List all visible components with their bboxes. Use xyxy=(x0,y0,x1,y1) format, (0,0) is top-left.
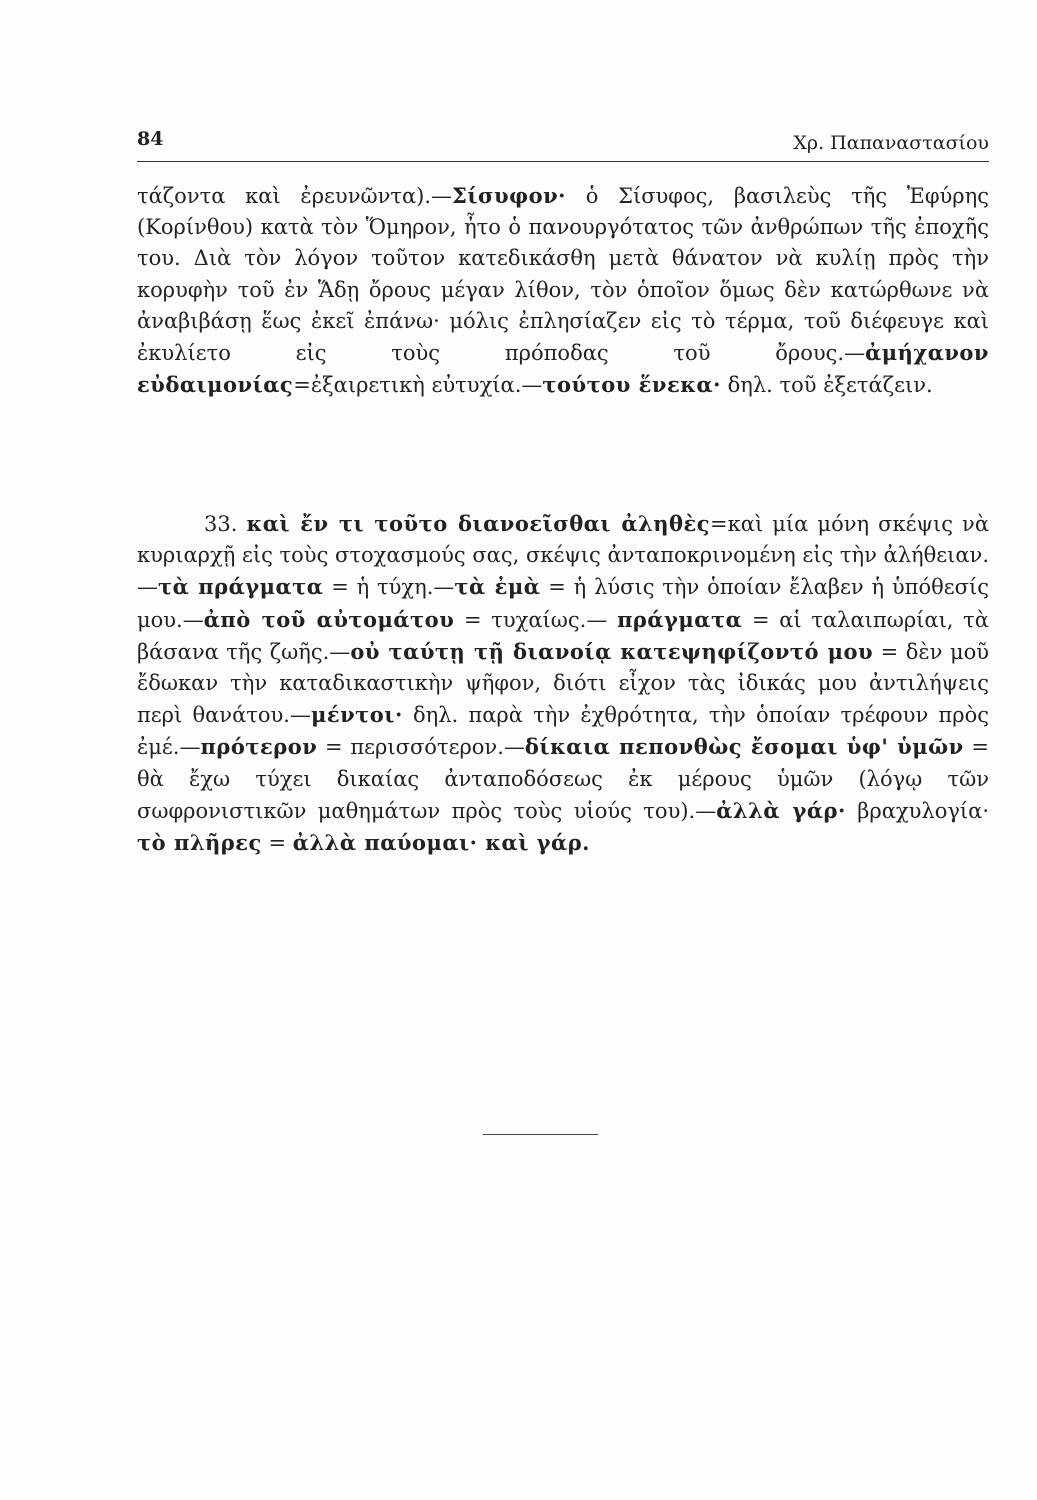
text-run: =καὶ μία μόνη σκέψις νὰ κυριαρχῇ εἰς τοὺς στοχασμούς σας, σκέψις ἀνταποκρινομένη εἰς τὴν ἀλήθειαν.— xyxy=(137,512,990,600)
lemma: δίκαια πεπονθὼς ἔσομαι ὑφ' ὑμῶν xyxy=(524,734,964,760)
lemma: καὶ ἔν τι τοῦτο διανοεῖσθαι ἀληθὲς xyxy=(246,511,711,536)
text-run: =ἐξαιρετικὴ εὐτυχία.— xyxy=(293,373,543,398)
lemma: τὰ ἐμὰ xyxy=(454,574,541,600)
commentary-paragraph-1 xyxy=(137,180,989,401)
lemma: οὐ ταύτῃ τῇ διανοίᾳ κατεψηφίζοντό μου xyxy=(350,638,874,664)
lemma: Σίσυφον· xyxy=(452,183,566,208)
text-run: = δὲν μοῦ ἔδωκαν τὴν καταδικαστικὴν ψῆφον, διότι εἶχον τὰς ἰδικάς μου ἀντιλήψεις περὶ θανάτου.— xyxy=(137,639,989,728)
text-run: = αἱ ταλαιπωρίαι, τὰ βάσανα τῆς ζωῆς.— xyxy=(137,607,989,664)
text-run: = ἡ τύχη.— xyxy=(323,575,455,600)
running-head: Χρ. Παπαναστασίου xyxy=(793,132,989,154)
commentary-paragraph-33 xyxy=(137,508,989,859)
lemma: τούτου ἕνεκα· xyxy=(542,372,721,398)
lemma: τὰ πράγματα xyxy=(158,574,324,600)
text-run: τάζοντα καὶ ἐρευνῶντα).— xyxy=(137,184,453,208)
lemma: ἀμήχανον εὐδαιμονίας xyxy=(137,340,989,398)
section-number: 33. xyxy=(204,512,247,536)
lemma: μέντοι· xyxy=(310,702,403,728)
lemma: τὸ πλῆρες xyxy=(137,830,262,856)
text-run: = περισσότερον.— xyxy=(317,735,525,760)
header-rule xyxy=(137,161,989,162)
text-run: ὁ Σίσυφος, βασιλεὺς τῆς Ἐφύρης (Κορίνθου) κατὰ τὸν Ὅμηρον, ἦτο ὁ πανουργότατος τῶν ἀνθρώπων τῆς ἐποχῆς του. Διὰ τὸν λόγον τοῦτον κατεδικάσθη μετὰ θάνατον νὰ κυλίῃ πρὸς τὴν κορυφὴν τοῦ ἐν Ἅδῃ ὄρους μέγαν λίθον, τὸν ὁποῖον ὅμως δὲν κατώρθωνε νὰ ἀναβιβάσῃ ἕως ἐκεῖ ἐπάνω· μόλις ἐπλησίαζεν εἰς τὸ τέρμα, τοῦ διέφευγε καὶ ἐκυλίετο εἰς τοὺς πρόποδας τοῦ ὄρους.— xyxy=(137,184,989,366)
lemma: ἀλλὰ παύομαι· καὶ γάρ. xyxy=(292,830,590,856)
text-run: = ἡ λύσις τὴν ὁποίαν ἔλαβεν ἡ ὑπόθεσίς μου.— xyxy=(137,575,989,632)
page-number: 84 xyxy=(137,128,164,150)
text-run: = θὰ ἔχω τύχει δικαίας ἀνταποδόσεως ἐκ μέρους ὑμῶν (λόγῳ τῶν σωφρονιστικῶν μαθημάτων πρὸς τοὺς υἱούς του).— xyxy=(137,735,990,823)
text-run: = xyxy=(261,831,293,856)
lemma: ἀπὸ τοῦ αὐτομάτου xyxy=(203,606,455,632)
lemma: πράγματα xyxy=(617,606,743,632)
text-run: = τυχαίως.— xyxy=(454,607,618,632)
text-run: δηλ. τοῦ ἐξετάζειν. xyxy=(720,373,933,398)
page-header xyxy=(137,128,989,164)
text-run: δηλ. παρὰ τὴν ἐχθρότητα, τὴν ὁποίαν τρέφουν πρὸς ἐμέ.— xyxy=(137,703,989,760)
lemma: ἀλλὰ γάρ· xyxy=(716,797,846,823)
lemma: πρότερον xyxy=(200,734,318,760)
text-run: βραχυλογία· xyxy=(845,798,989,823)
section-end-rule xyxy=(483,1134,598,1135)
